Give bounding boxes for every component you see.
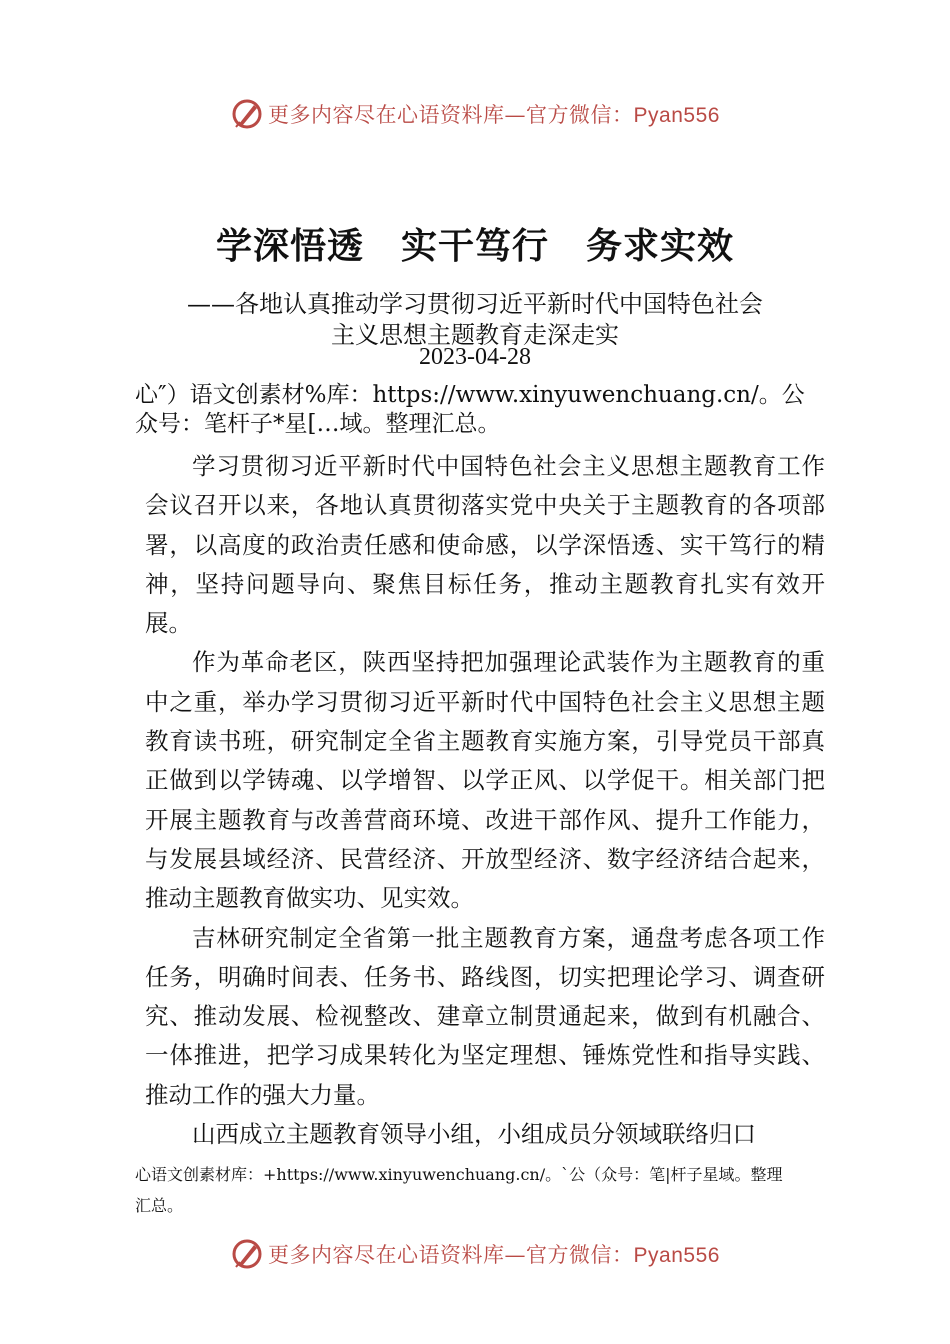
quill-logo-icon xyxy=(230,97,264,131)
article-date: 2023-04-28 xyxy=(419,344,531,370)
article-body xyxy=(145,447,825,1154)
article-title: 学深悟透 实干笃行 务求实效 xyxy=(215,225,734,267)
paragraph: 学习贯彻习近平新时代中国特色社会主义思想主题教育工作会议召开以来，各地认真贯彻落实党中央关于主题教育的各项部署，以高度的政治责任感和使命感，以学深悟透、实干笃行的精神，坚持问题导向、聚焦目标任务，推动主题教育扎实有效开展。 xyxy=(145,452,825,638)
watermark-text: 更多内容尽在心语资料库—官方微信：Pyan556 xyxy=(268,103,720,127)
article-subtitle-line2: 主义思想主题教育走深走实 xyxy=(331,321,619,349)
footer-source-line2: 汇总。 xyxy=(135,1196,184,1215)
watermark-account: Pyan556 xyxy=(633,1244,720,1267)
paragraph: 吉林研究制定全省第一批主题教育方案，通盘考虑各项工作任务，明确时间表、任务书、路线图，切实把理论学习、调查研究、推动发展、检视整改、建章立制贯通起来，做到有机融合、一体推进，把学习成果转化为坚定理想、锤炼党性和指导实践、推动工作的强大力量。 xyxy=(145,923,825,1109)
source-note-line1: 心″）语文创素材%库：https://www.xinyuwenchuang.cn/。公 xyxy=(135,382,805,408)
paragraph: 作为革命老区，陕西坚持把加强理论武装作为主题教育的重中之重，举办学习贯彻习近平新时代中国特色社会主义思想主题教育读书班，研究制定全省主题教育实施方案，引导党员干部真正做到以学铸魂、以学增智、以学正风、以学促干。相关部门把开展主题教育与改善营商环境、改进干部作风、提升工作能力，与发展县域经济、民营经济、开放型经济、数字经济结合起来，推动主题教育做实功、见实效。 xyxy=(145,648,825,913)
source-note-line2: 众号：笔杆子*星[…域。整理汇总。 xyxy=(135,411,501,437)
footer-source-line1: 心语文创素材库：+https://www.xinyuwenchuang.cn/。`公（众号：笔|杆子星域。整理 xyxy=(135,1165,783,1184)
quill-logo-icon xyxy=(230,1237,264,1271)
paragraph: 山西成立主题教育领导小组，小组成员分领域联络归口 xyxy=(192,1120,756,1149)
article-subtitle-line1: ——各地认真推动学习贯彻习近平新时代中国特色社会 xyxy=(187,290,763,318)
watermark-account: Pyan556 xyxy=(633,104,720,127)
watermark-text: 更多内容尽在心语资料库—官方微信：Pyan556 xyxy=(268,1243,720,1267)
footer-watermark xyxy=(0,1234,950,1274)
header-watermark xyxy=(0,94,950,134)
